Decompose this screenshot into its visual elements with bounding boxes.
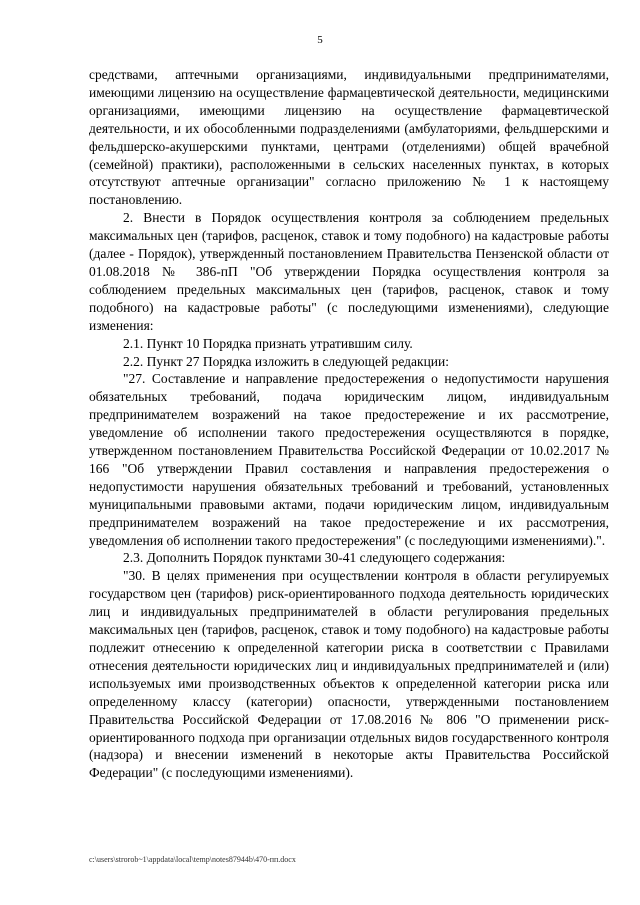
paragraph-point-30: "30. В целях применения при осуществлении контроля в области регулируемых государством цен (тарифов) риск-ориентированного подхода деятельность юридических лиц и индивидуальных предпринимателей в области регулирования предельных максимальных цен (тарифов, расценок, ставок и тому подобного) на кадастровые работы подлежит отнесению к определенной категории риска в соответствии с Правилами отнесения деятельности юридических лиц и индивидуальных предпринимателей и (или) используемых ими производственных объектов к определенной категории риска или определенному классу (категории) опасности, утвержденными постановлением Правительства Российской Федерации от 17.08.2016 № 806 "О применении риск-ориентированного подхода при организации отдельных видов государственного контроля (надзора) и внесении изменений в некоторые акты Правительства Российской Федерации" (с последующими изменениями). (89, 568, 609, 781)
footer-file-path: c:\users\strorob~1\appdata\local\temp\notes87944b\470-пп.docx (89, 855, 296, 864)
paragraph-continuation: средствами, аптечными организациями, индивидуальными предпринимателями, имеющими лицензию на осуществление фармацевтической деятельности, медицинскими организациями, имеющими лицензию на осуществление фармацевтической деятельности, и их обособленными подразделениями (амбулаториями, фельдшерскими и фельдшерско-акушерскими пунктами, центрами (отделениями) общей врачебной (семейной) практики), расположенными в сельских населенных пунктах, в которых отсутствуют аптечные организации" согласно приложению № 1 к настоящему постановлению. (89, 67, 609, 208)
paragraph-item-2-2: 2.2. Пункт 27 Порядка изложить в следующей редакции: (123, 353, 450, 369)
paragraph-item-2: 2. Внести в Порядок осуществления контроля за соблюдением предельных максимальных цен (тарифов, расценок, ставок и тому подобного) на кадастровые работы (далее - Порядок), утвержденный постановлением Правительства Пензенской области от 01.08.2018 № 386-пП "Об утверждении Порядка осуществления контроля за соблюдением предельных максимальных цен (тарифов, расценок, ставок и тому подобного) на кадастровые работы" (с последующими изменениями), следующие изменения: (89, 210, 609, 333)
document-body (89, 66, 609, 782)
paragraph-item-2-1: 2.1. Пункт 10 Порядка признать утратившим силу. (123, 335, 413, 351)
paragraph-item-2-3: 2.3. Дополнить Порядок пунктами 30-41 следующего содержания: (123, 550, 506, 566)
paragraph-point-27: "27. Составление и направление предостережения о недопустимости нарушения обязательных требований, подача юридическим лицом, индивидуальным предпринимателем возражений на такое предостережение и их рассмотрение, уведомление об исполнении такого предостережения осуществляются в порядке, утвержденном постановлением Правительства Российской Федерации от 10.02.2017 № 166 "Об утверждении Правил составления и направления предостережения о недопустимости нарушения обязательных требований и требований, установленных муниципальными правовыми актами, подачи юридическим лицом, индивидуальным предпринимателем возражений на такое предостережение и их рассмотрения, уведомления об исполнении такого предостережения" (с последующими изменениями).". (89, 371, 609, 548)
page-number: 5 (317, 34, 323, 46)
